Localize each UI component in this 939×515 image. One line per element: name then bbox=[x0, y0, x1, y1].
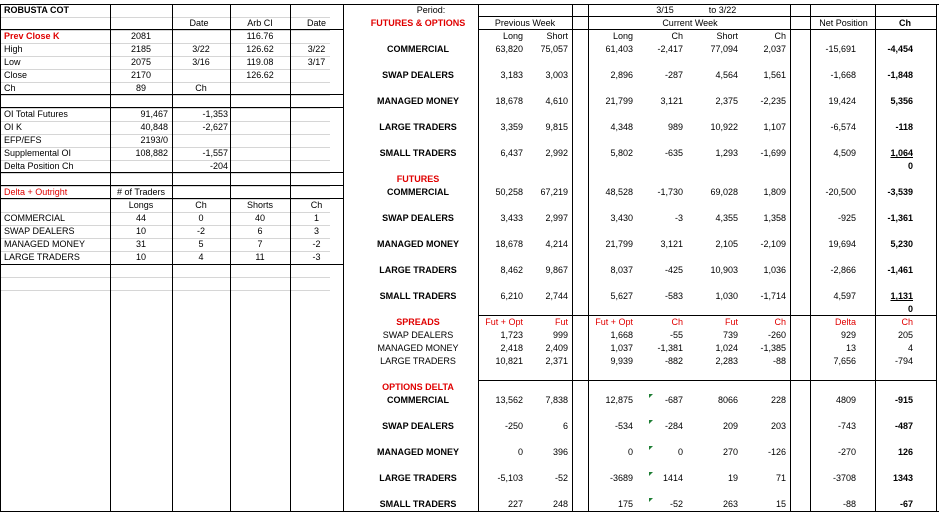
col-header-fut: Fut bbox=[554, 317, 568, 327]
grid-vline bbox=[572, 4, 573, 511]
prev-short: 7,838 bbox=[545, 395, 568, 405]
grid-vline bbox=[230, 4, 231, 511]
net-change: 5,230 bbox=[890, 239, 913, 249]
price-value: 2081 bbox=[130, 31, 152, 41]
cur-long: 21,799 bbox=[605, 239, 633, 249]
spread-change: -1,385 bbox=[760, 343, 786, 353]
oi-change: -1,557 bbox=[202, 148, 228, 158]
prev-long: 50,258 bbox=[495, 187, 523, 197]
spread-change: -88 bbox=[772, 356, 786, 366]
price-label: Close bbox=[4, 70, 28, 80]
price-date: 3/22 bbox=[192, 44, 210, 54]
cur-long-change: -284 bbox=[664, 421, 683, 431]
net-position: 4809 bbox=[835, 395, 856, 405]
price-date bbox=[172, 69, 230, 82]
spread-cur-fut: 1,024 bbox=[715, 343, 738, 353]
trader-longs-change: -2 bbox=[196, 226, 205, 236]
prev-long: 13,562 bbox=[495, 395, 523, 405]
cur-long-change: -583 bbox=[664, 291, 683, 301]
price-label: Prev Close K bbox=[4, 31, 60, 41]
row-category: SMALL TRADERS bbox=[379, 148, 457, 158]
price-value: 2170 bbox=[130, 70, 152, 80]
comment-marker-icon bbox=[649, 420, 653, 424]
net-change: -67 bbox=[899, 499, 913, 509]
arb-date: 3/17 bbox=[307, 57, 326, 67]
cur-long: 21,799 bbox=[605, 96, 633, 106]
cur-short: 4,355 bbox=[715, 213, 738, 223]
net-change: -118 bbox=[895, 122, 913, 132]
row-category: COMMERCIAL bbox=[387, 187, 449, 197]
net-position: -925 bbox=[837, 213, 856, 223]
sheet-title: ROBUSTA COT bbox=[4, 5, 69, 15]
period-from: 3/15 bbox=[656, 5, 674, 15]
net-position: -20,500 bbox=[825, 187, 856, 197]
col-header-fut: Fut bbox=[724, 317, 738, 327]
traders-title: # of Traders bbox=[116, 187, 166, 197]
grid-vline bbox=[478, 4, 479, 511]
grid-hline bbox=[0, 264, 343, 265]
price-date: Ch bbox=[195, 83, 207, 93]
oi-label: Delta Position Ch bbox=[4, 161, 74, 171]
cur-short: 19 bbox=[727, 473, 738, 483]
cur-short: 4,564 bbox=[715, 70, 738, 80]
cur-long: -534 bbox=[614, 421, 633, 431]
cur-long: 175 bbox=[617, 499, 633, 509]
oi-change: -204 bbox=[209, 161, 228, 171]
comment-marker-icon bbox=[649, 446, 653, 450]
grid-hline bbox=[478, 16, 936, 17]
cur-long: 3,430 bbox=[610, 213, 633, 223]
col-header-arb-ci: Arb CI bbox=[247, 18, 273, 28]
col-header-ch: Ch bbox=[671, 317, 683, 327]
cur-long: -3689 bbox=[609, 473, 633, 483]
grid-hline bbox=[0, 94, 343, 95]
prev-long: 63,820 bbox=[495, 44, 523, 54]
cur-long: 0 bbox=[627, 447, 633, 457]
trader-shorts: 6 bbox=[257, 226, 263, 236]
trader-longs-change: 5 bbox=[198, 239, 204, 249]
price-value: 2185 bbox=[130, 44, 152, 54]
net-position: -6,574 bbox=[830, 122, 856, 132]
comment-marker-icon bbox=[649, 472, 653, 476]
grid-hline bbox=[0, 198, 343, 199]
grid-vline bbox=[588, 4, 589, 511]
spread-category: LARGE TRADERS bbox=[380, 356, 456, 366]
grid-vline bbox=[0, 4, 1, 511]
row-category: LARGE TRADERS bbox=[379, 122, 457, 132]
prev-long: 3,433 bbox=[500, 213, 523, 223]
cur-short: 69,028 bbox=[710, 187, 738, 197]
grid-hline bbox=[478, 315, 936, 316]
current-week-header: Current Week bbox=[662, 18, 718, 28]
grid-vline bbox=[810, 4, 811, 511]
spread-change: -1,381 bbox=[657, 343, 683, 353]
row-category: SWAP DEALERS bbox=[382, 213, 454, 223]
cur-long: 12,875 bbox=[605, 395, 633, 405]
price-date: 3/16 bbox=[192, 57, 210, 67]
grid-hline bbox=[0, 277, 330, 278]
net-change: 1,131 bbox=[890, 291, 913, 301]
oi-change: -1,353 bbox=[202, 109, 228, 119]
trader-longs-change: 0 bbox=[198, 213, 204, 223]
oi-label: OI K bbox=[4, 122, 23, 132]
trader-category: COMMERCIAL bbox=[4, 213, 66, 223]
col-header-ch: Ch bbox=[901, 317, 913, 327]
col-header-fut-opt: Fut + Opt bbox=[595, 317, 633, 327]
spread-delta: 929 bbox=[840, 330, 856, 340]
cur-short: 209 bbox=[722, 421, 738, 431]
net-position: -15,691 bbox=[825, 44, 856, 54]
trader-category: MANAGED MONEY bbox=[4, 239, 86, 249]
cur-long: 8,037 bbox=[610, 265, 633, 275]
prev-long: 18,678 bbox=[495, 96, 523, 106]
cur-short: 1,293 bbox=[715, 148, 738, 158]
net-change-total: 0 bbox=[907, 304, 913, 314]
cur-short-change: 1,107 bbox=[763, 122, 786, 132]
row-category: SWAP DEALERS bbox=[382, 421, 454, 431]
price-date bbox=[172, 30, 230, 43]
net-position: -3708 bbox=[832, 473, 856, 483]
prev-short: 396 bbox=[552, 447, 568, 457]
spread-category: SWAP DEALERS bbox=[382, 330, 454, 340]
cur-short: 10,922 bbox=[710, 122, 738, 132]
price-value: 2075 bbox=[130, 57, 152, 67]
prev-long: 8,462 bbox=[500, 265, 523, 275]
grid-hline bbox=[0, 107, 343, 108]
spread-change: -55 bbox=[669, 330, 683, 340]
cur-long-change: 3,121 bbox=[660, 239, 683, 249]
spread-fut: 999 bbox=[552, 330, 568, 340]
cur-short-change: -2,109 bbox=[760, 239, 786, 249]
cur-long-change: -1,730 bbox=[657, 187, 683, 197]
cur-long: 48,528 bbox=[605, 187, 633, 197]
spread-change: -260 bbox=[767, 330, 786, 340]
spread-cur-fut-opt: 1,668 bbox=[610, 330, 633, 340]
trader-longs: 10 bbox=[135, 226, 146, 236]
trader-shorts-change: -3 bbox=[312, 252, 321, 262]
trader-longs: 44 bbox=[135, 213, 146, 223]
cur-short-change: 2,037 bbox=[763, 44, 786, 54]
cur-long: 61,403 bbox=[605, 44, 633, 54]
col-header-short: Short bbox=[546, 31, 568, 41]
net-position: 19,694 bbox=[828, 239, 856, 249]
spread-fut-opt: 2,418 bbox=[500, 343, 523, 353]
row-category: SMALL TRADERS bbox=[379, 499, 457, 509]
spread-delta-change: 4 bbox=[907, 343, 913, 353]
cur-long-change: 3,121 bbox=[660, 96, 683, 106]
col-header-ch: Ch bbox=[310, 200, 323, 210]
cur-short: 77,094 bbox=[710, 44, 738, 54]
grid-vline bbox=[343, 4, 344, 511]
col-header-shorts: Shorts bbox=[246, 200, 273, 210]
cur-short-change: 228 bbox=[770, 395, 786, 405]
spread-fut-opt: 1,723 bbox=[500, 330, 523, 340]
prev-long: 0 bbox=[517, 447, 523, 457]
grid-hline bbox=[0, 290, 330, 291]
arb-value: 116.76 bbox=[246, 31, 274, 41]
col-header-longs: Longs bbox=[128, 200, 154, 210]
prev-long: 6,437 bbox=[500, 148, 523, 158]
prev-short: 2,992 bbox=[545, 148, 568, 158]
oi-value: 91,467 bbox=[140, 109, 168, 119]
cur-long-change: -287 bbox=[664, 70, 683, 80]
comment-marker-icon bbox=[649, 498, 653, 502]
col-header-ch: Ch bbox=[774, 31, 786, 41]
spread-category: MANAGED MONEY bbox=[377, 343, 459, 353]
net-position: -743 bbox=[837, 421, 856, 431]
net-change: -1,848 bbox=[887, 70, 913, 80]
oi-label: EFP/EFS bbox=[4, 135, 42, 145]
trader-longs: 31 bbox=[135, 239, 146, 249]
cur-long-change: 1414 bbox=[662, 473, 683, 483]
net-change-header: Ch bbox=[899, 18, 911, 28]
cur-short: 2,375 bbox=[715, 96, 738, 106]
grid-vline bbox=[110, 4, 111, 511]
net-position-header: Net Position bbox=[819, 18, 868, 28]
grid-hline bbox=[0, 95, 330, 96]
previous-week-header: Previous Week bbox=[494, 18, 556, 28]
net-change: 126 bbox=[897, 447, 913, 457]
net-position: -1,668 bbox=[830, 70, 856, 80]
spread-fut: 2,371 bbox=[545, 356, 568, 366]
comment-marker-icon bbox=[649, 394, 653, 398]
grid-hline bbox=[0, 4, 939, 5]
prev-short: 4,610 bbox=[545, 96, 568, 106]
net-change-total: 0 bbox=[907, 161, 913, 171]
cur-short-change: 1,036 bbox=[763, 265, 786, 275]
spread-delta: 7,656 bbox=[833, 356, 856, 366]
futures-options-title: FUTURES & OPTIONS bbox=[370, 18, 466, 28]
arb-date bbox=[290, 30, 343, 43]
cur-long: 5,802 bbox=[610, 148, 633, 158]
grid-vline bbox=[790, 4, 791, 511]
net-change: -1,361 bbox=[887, 213, 913, 223]
cur-long-change: 0 bbox=[677, 447, 683, 457]
prev-long: 6,210 bbox=[500, 291, 523, 301]
oi-value: 108,882 bbox=[135, 148, 168, 158]
grid-vline bbox=[936, 4, 937, 511]
net-change: 1343 bbox=[892, 473, 913, 483]
row-category: MANAGED MONEY bbox=[376, 239, 459, 249]
cur-short-change: 71 bbox=[775, 473, 786, 483]
grid-hline bbox=[0, 185, 343, 186]
arb-value: 126.62 bbox=[246, 70, 274, 80]
grid-hline bbox=[0, 29, 343, 30]
prev-long: 3,183 bbox=[500, 70, 523, 80]
col-header-ch: Ch bbox=[671, 31, 683, 41]
col-header-date: Date bbox=[306, 18, 326, 28]
prev-long: 227 bbox=[507, 499, 523, 509]
cur-long-change: -635 bbox=[664, 148, 683, 158]
cur-short-change: 203 bbox=[770, 421, 786, 431]
row-category: COMMERCIAL bbox=[387, 395, 449, 405]
net-change: -487 bbox=[894, 421, 913, 431]
price-label: Low bbox=[4, 57, 21, 67]
net-change: -915 bbox=[894, 395, 913, 405]
cur-short-change: 1,561 bbox=[763, 70, 786, 80]
oi-change bbox=[170, 134, 230, 147]
arb-value: 119.08 bbox=[246, 57, 274, 67]
prev-long: 3,359 bbox=[500, 122, 523, 132]
col-header-short: Short bbox=[716, 31, 738, 41]
prev-short: 67,219 bbox=[540, 187, 568, 197]
cur-short: 8066 bbox=[717, 395, 738, 405]
cur-short-change: -1,699 bbox=[760, 148, 786, 158]
prev-short: 2,744 bbox=[545, 291, 568, 301]
prev-short: 75,057 bbox=[540, 44, 568, 54]
cur-long-change: -2,417 bbox=[657, 44, 683, 54]
delta-outright-title: Delta + Outright bbox=[4, 187, 68, 197]
net-change: 1,064 bbox=[890, 148, 913, 158]
net-change: -1,461 bbox=[887, 265, 913, 275]
cur-short: 1,030 bbox=[715, 291, 738, 301]
spread-fut-opt: 10,821 bbox=[495, 356, 523, 366]
oi-change: -2,627 bbox=[202, 122, 228, 132]
options-delta-title: OPTIONS DELTA bbox=[382, 382, 454, 392]
cur-short-change: -126 bbox=[767, 447, 786, 457]
cur-long: 5,627 bbox=[610, 291, 633, 301]
cur-long-change: -687 bbox=[664, 395, 683, 405]
net-change: 5,356 bbox=[890, 96, 913, 106]
net-position: 19,424 bbox=[828, 96, 856, 106]
row-category: LARGE TRADERS bbox=[379, 473, 457, 483]
price-value: 89 bbox=[135, 83, 146, 93]
trader-category: SWAP DEALERS bbox=[4, 226, 75, 236]
grid-hline bbox=[0, 511, 939, 512]
prev-short: 9,815 bbox=[545, 122, 568, 132]
cur-short-change: -2,235 bbox=[760, 96, 786, 106]
price-label: Ch bbox=[4, 83, 16, 93]
grid-hline bbox=[478, 29, 936, 30]
grid-hline bbox=[0, 173, 330, 174]
trader-longs-change: 4 bbox=[198, 252, 204, 262]
grid-vline bbox=[290, 4, 291, 511]
trader-shorts: 7 bbox=[257, 239, 263, 249]
spread-change: -882 bbox=[664, 356, 683, 366]
net-position: -2,866 bbox=[830, 265, 856, 275]
grid-vline bbox=[172, 4, 173, 511]
col-header-delta: Delta bbox=[834, 317, 856, 327]
grid-hline bbox=[0, 172, 343, 173]
cur-short-change: 1,809 bbox=[763, 187, 786, 197]
trader-shorts-change: 3 bbox=[313, 226, 319, 236]
row-category: LARGE TRADERS bbox=[379, 265, 457, 275]
cur-short: 2,105 bbox=[715, 239, 738, 249]
spread-cur-fut-opt: 1,037 bbox=[610, 343, 633, 353]
row-category: SMALL TRADERS bbox=[379, 291, 457, 301]
arb-value: 126.62 bbox=[246, 44, 274, 54]
prev-short: 3,003 bbox=[545, 70, 568, 80]
trader-shorts: 40 bbox=[254, 213, 265, 223]
spread-cur-fut-opt: 9,939 bbox=[610, 356, 633, 366]
cur-short-change: 1,358 bbox=[763, 213, 786, 223]
row-category: MANAGED MONEY bbox=[376, 447, 459, 457]
cur-long-change: -52 bbox=[669, 499, 683, 509]
period-to: to 3/22 bbox=[708, 5, 737, 15]
cur-long: 4,348 bbox=[610, 122, 633, 132]
spread-fut: 2,409 bbox=[545, 343, 568, 353]
cur-short: 10,903 bbox=[710, 265, 738, 275]
prev-short: 4,214 bbox=[545, 239, 568, 249]
spread-delta-change: -794 bbox=[894, 356, 913, 366]
net-position: 4,509 bbox=[833, 148, 856, 158]
trader-shorts: 11 bbox=[255, 252, 265, 262]
cur-short: 270 bbox=[722, 447, 738, 457]
net-position: 4,597 bbox=[833, 291, 856, 301]
col-header-ch: Ch bbox=[195, 200, 207, 210]
grid-hline bbox=[478, 380, 936, 381]
col-header-ch: Ch bbox=[774, 317, 786, 327]
col-header-long: Long bbox=[502, 31, 523, 41]
trader-longs: 10 bbox=[135, 252, 146, 262]
cur-long: 2,896 bbox=[610, 70, 633, 80]
spreads-title: SPREADS bbox=[396, 317, 440, 327]
trader-category: LARGE TRADERS bbox=[4, 252, 80, 262]
oi-label: OI Total Futures bbox=[4, 109, 68, 119]
oi-label: Supplemental OI bbox=[4, 148, 72, 158]
spread-delta: 13 bbox=[845, 343, 856, 353]
net-position: -88 bbox=[842, 499, 856, 509]
net-change: -4,454 bbox=[887, 44, 913, 54]
period-label: Period: bbox=[416, 5, 446, 15]
spread-delta-change: 205 bbox=[897, 330, 913, 340]
trader-shorts-change: 1 bbox=[313, 213, 319, 223]
prev-short: 2,997 bbox=[545, 213, 568, 223]
cur-short-change: -1,714 bbox=[760, 291, 786, 301]
net-change: -3,539 bbox=[887, 187, 913, 197]
net-position: -270 bbox=[837, 447, 856, 457]
prev-long: -5,103 bbox=[497, 473, 523, 483]
trader-shorts-change: -2 bbox=[312, 239, 321, 249]
prev-long: -250 bbox=[504, 421, 523, 431]
row-category: MANAGED MONEY bbox=[376, 96, 459, 106]
cur-long-change: 989 bbox=[667, 122, 683, 132]
row-category: COMMERCIAL bbox=[387, 44, 449, 54]
prev-short: 248 bbox=[552, 499, 568, 509]
cur-short-change: 15 bbox=[775, 499, 786, 509]
spread-cur-fut: 739 bbox=[722, 330, 738, 340]
spread-cur-fut: 2,283 bbox=[715, 356, 738, 366]
prev-short: 6 bbox=[562, 421, 568, 431]
oi-value: 2193/0 bbox=[140, 135, 168, 145]
row-category: SWAP DEALERS bbox=[382, 70, 454, 80]
cur-long-change: -3 bbox=[674, 213, 683, 223]
cur-long-change: -425 bbox=[664, 265, 683, 275]
arb-date bbox=[290, 69, 343, 82]
col-header-date: Date bbox=[189, 18, 209, 28]
col-header-long: Long bbox=[612, 31, 633, 41]
prev-short: 9,867 bbox=[545, 265, 568, 275]
prev-long: 18,678 bbox=[495, 239, 523, 249]
price-label: High bbox=[4, 44, 23, 54]
oi-value: 40,848 bbox=[140, 122, 168, 132]
futures-title: FUTURES bbox=[396, 174, 440, 184]
prev-short: -52 bbox=[554, 473, 568, 483]
col-header-fut-opt: Fut + Opt bbox=[485, 317, 523, 327]
grid-vline bbox=[875, 4, 876, 511]
cur-short: 263 bbox=[722, 499, 738, 509]
arb-date: 3/22 bbox=[307, 44, 326, 54]
